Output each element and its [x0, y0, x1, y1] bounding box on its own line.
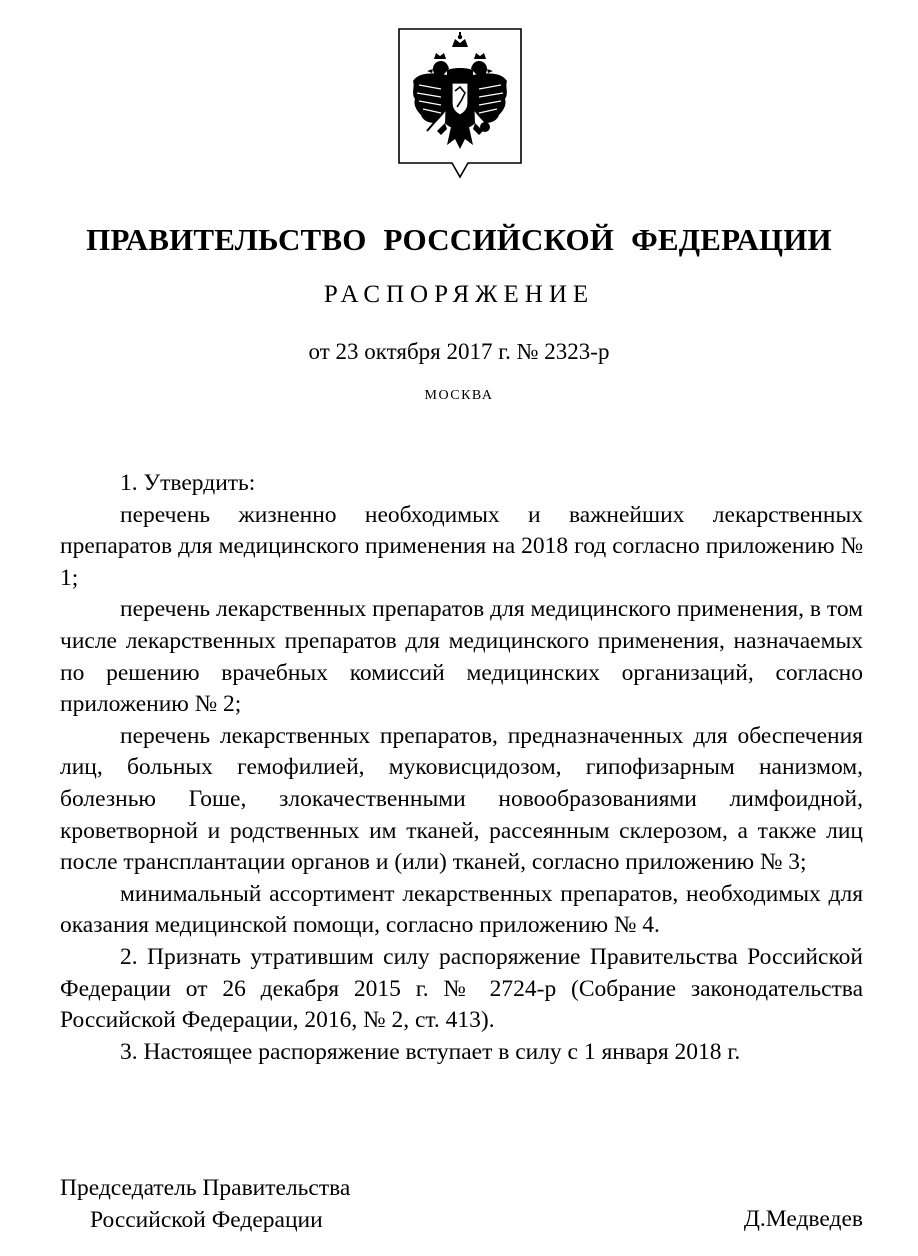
signatory-name: Д.Медведев — [743, 1206, 863, 1232]
paragraph-list-2: перечень лекарственных препаратов для медицинского применения, в том числе лекарственных препаратов для медицинского применения, назначаемых по решению врачебных комиссий медицинских организаций, согласно приложению № 2; — [60, 596, 863, 718]
paragraph-list-3: перечень лекарственных препаратов, предназначенных для обеспечения лиц, больных гемофилией, муковисцидозом, гипофизарным нанизмом, болезнью Гоше, злокачественными новообразованиями лимфоидной, кроветворной и родственных им тканей, рассеянным склерозом, а также лиц после трансплантации органов и (или) тканей, согласно приложению № 3; — [60, 722, 863, 876]
document-city: МОСКВА — [424, 388, 494, 403]
paragraph-approve: 1. Утвердить: — [120, 470, 256, 496]
organization-title: ПРАВИТЕЛЬСТВО РОССИЙСКОЙ ФЕДЕРАЦИИ — [86, 222, 832, 257]
document-body — [60, 468, 863, 1068]
signatory-title-line2: Российской Федерации — [90, 1206, 323, 1233]
document-type: РАСПОРЯЖЕНИЕ — [323, 281, 595, 308]
paragraph-revoke: 2. Признать утратившим силу распоряжение Правительства Российской Федерации от 26 декабря 2015 г. № 2724-р (Собрание законодательства Российской Федерации, 2016, № 2, ст. 413). — [60, 943, 863, 1034]
paragraph-effective-date: 3. Настоящее распоряжение вступает в силу с 1 января 2018 г. — [120, 1038, 741, 1065]
coat-of-arms-icon — [397, 27, 523, 179]
document-date-number: от 23 октября 2017 г. № 2323-р — [308, 339, 610, 364]
signatory-title-line1: Председатель Правительства — [60, 1175, 351, 1201]
paragraph-list-4: минимальный ассортимент лекарственных препаратов, необходимых для оказания медицинской помощи, согласно приложению № 4. — [60, 880, 863, 939]
paragraph-list-1: перечень жизненно необходимых и важнейших лекарственных препаратов для медицинского применения на 2018 год согласно приложению № 1; — [60, 501, 863, 591]
signatory-title — [60, 1173, 350, 1236]
